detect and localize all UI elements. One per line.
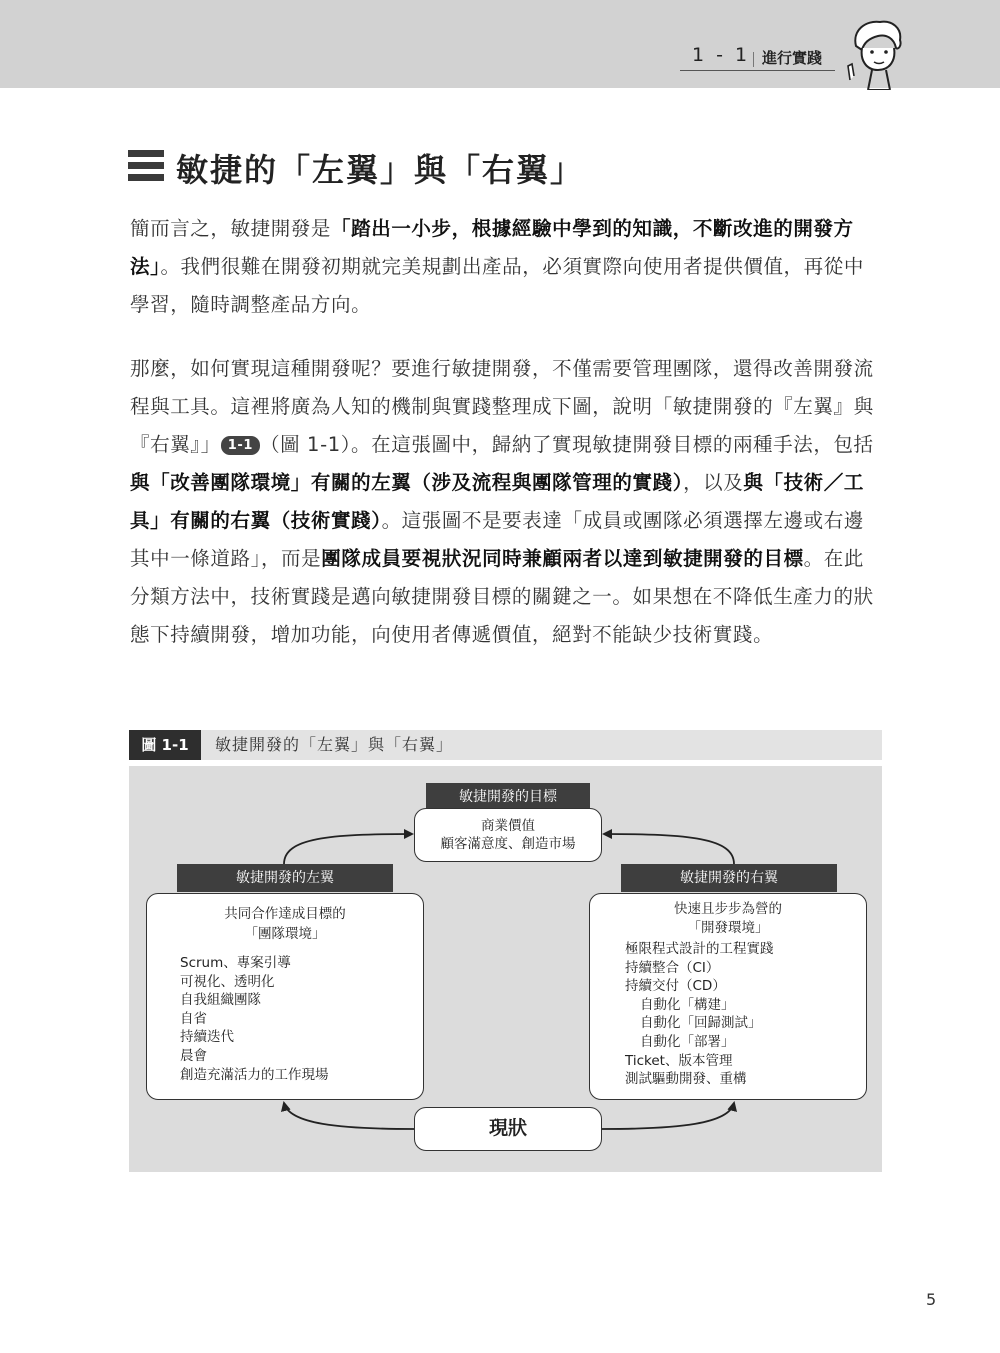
- figure-caption: 敏捷開發的「左翼」與「右翼」: [215, 735, 454, 754]
- arrow-current-to-right: [602, 1103, 734, 1129]
- heading-text: 敏捷的「左翼」與「右翼」: [176, 151, 585, 189]
- left-item: 可視化、透明化: [180, 973, 275, 990]
- running-head-divider: [753, 52, 754, 67]
- right-item: 測試驅動開發、重構: [625, 1071, 747, 1088]
- running-head: [680, 44, 835, 71]
- right-wing-box: [589, 893, 867, 1100]
- right-item: 持續整合（CI）: [625, 959, 720, 976]
- left-item: Scrum、專案引導: [180, 955, 291, 971]
- figure-number: 圖 1-1: [129, 730, 201, 760]
- right-sub-item: 自動化「回歸測試」: [640, 1015, 762, 1032]
- page-number: 5: [926, 1290, 937, 1309]
- right-title-1: 快速且步步為營的: [674, 901, 782, 917]
- p2-text-d: ，以及: [683, 471, 744, 494]
- goal-label: 敏捷開發的目標: [426, 783, 590, 811]
- goal-line-1: 商業價值: [481, 818, 535, 834]
- right-item: 極限程式設計的工程實踐: [625, 941, 774, 957]
- figure-caption-bar: [129, 730, 882, 760]
- current-state-box: 現狀: [414, 1107, 602, 1151]
- right-title-2: 「開發環境」: [687, 920, 769, 936]
- left-item: 自省: [180, 1010, 207, 1027]
- arrow-left-to-goal: [284, 834, 412, 864]
- left-item: 自我組織團隊: [180, 992, 261, 1009]
- p1-text-a: 簡而言之，敏捷開發是: [130, 217, 332, 240]
- left-wing-box: [146, 893, 424, 1100]
- left-item: 創造充滿活力的工作現場: [180, 1066, 329, 1083]
- left-wing-label: 敏捷開發的左翼: [177, 864, 393, 892]
- arrow-current-to-left: [284, 1103, 414, 1129]
- paragraph-1: [130, 210, 882, 324]
- p2-text-a: 那麼，如何實現這種開發呢？要進行敏捷開發，不僅需要管理團隊，還得改善開發流程與工具。這裡將廣為人知的機制與實踐整理成下圖，說明「敏捷開發的『左翼』與『右翼』」: [130, 357, 874, 456]
- right-sub-item: 自動化「部署」: [640, 1033, 735, 1050]
- heading-bars-icon: [128, 150, 164, 182]
- right-item: Ticket、版本管理: [625, 1052, 733, 1069]
- right-wing-label: 敏捷開發的右翼: [621, 864, 837, 892]
- p2-bold-left-wing: 與「改善團隊環境」有關的左翼（涉及流程與團隊管理的實踐）: [130, 471, 684, 494]
- p1-text-c: 。我們很難在開發初期就完美規劃出產品，必須實際向使用者提供價值，再從中學習，隨時調整產品方向。: [130, 255, 864, 316]
- goal-line-2: 顧客滿意度、創造市場: [440, 836, 576, 852]
- p2-text-f: 。這張圖不是要表達「成員或團隊必須選擇左邊或右邊其中一條道路」，而是: [130, 509, 864, 570]
- p2-text-b: （圖 1-1）。在這張圖中，歸納了實現敏捷開發目標的兩種手法，包括: [260, 433, 874, 456]
- goal-box: [414, 808, 602, 862]
- p2-bold-right-wing: 與「技術／工具」有關的右翼（技術實踐）: [130, 471, 864, 532]
- figure-diagram: [129, 766, 882, 1172]
- right-item: 持續交付（CD）: [625, 978, 726, 995]
- p2-text-h: 。在此分類方法中，技術實踐是邁向敏捷開發目標的關鍵之一。如果想在不降低生產力的狀態下持續開發，增加功能，向使用者傳遞價值，絕對不能缺少技術實踐。: [130, 547, 874, 646]
- right-sub-item: 自動化「構建」: [640, 996, 735, 1013]
- left-title-2: 「團隊環境」: [244, 926, 326, 942]
- left-item: 持續迭代: [180, 1029, 234, 1046]
- p1-bold: 「踏出一小步，根據經驗中學到的知識，不斷改進的開發方法」: [130, 217, 854, 278]
- figure-ref-badge[interactable]: 1-1: [221, 436, 260, 455]
- section-title: 進行實踐: [762, 49, 823, 67]
- paragraph-2: [130, 350, 882, 654]
- section-number: 1 - 1: [692, 44, 751, 66]
- left-item: 晨會: [180, 1047, 207, 1064]
- p2-bold-both: 團隊成員要視狀況同時兼顧兩者以達到敏捷開發的目標: [321, 547, 804, 570]
- arrow-right-to-goal: [604, 834, 734, 864]
- mascot-icon: [842, 18, 912, 90]
- left-title-1: 共同合作達成目標的: [224, 906, 346, 922]
